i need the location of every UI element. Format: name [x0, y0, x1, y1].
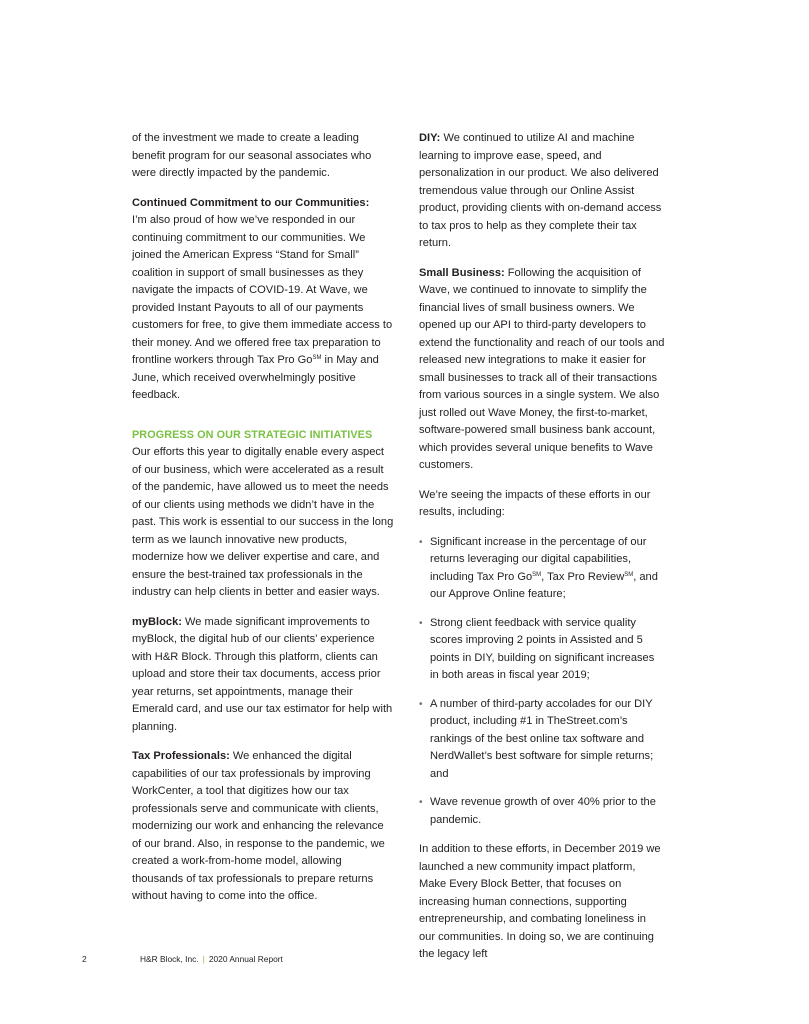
smallbiz-body: Following the acquisition of Wave, we continued to innovate to simplify the financial lives of small business owners. We opened up our API to third-party developers to extend the functionality and reach of our tools and released new integrations to make it easier for small businesses to track all of their transactions from various sources in a single system. We also just rolled out Wave Money, the first-to-market, software-powered small business bank account, which provides several unique benefits to Wave customers.: [419, 266, 665, 471]
bullet-1-a: Significant increase in the percentage of our returns leveraging our digital capabilities, including Tax Pro Go: [430, 535, 647, 583]
diy-paragraph: [419, 130, 665, 253]
diy-title: DIY:: [419, 132, 441, 144]
closing-paragraph: In addition to these efforts, in December 2019 we launched a new community impact platform, Make Every Block Better, that focuses on increasing human connections, supporting entrepreneurship, and combating loneliness in our communities. In doing so, we are continuing the legacy left: [419, 843, 661, 960]
taxpro-paragraph: [132, 748, 394, 906]
diy-body: We continued to utilize AI and machine learning to improve ease, speed, and personalization in our product. We also delivered tremendous value through our Online Assist product, providing clients with on-demand access to tax pros to help as they complete their tax return.: [419, 132, 662, 249]
section-heading-wrap: [132, 427, 394, 445]
section-heading: PROGRESS ON OUR STRATEGIC INITIATIVES: [132, 428, 373, 441]
myblock-title: myBlock:: [132, 615, 182, 628]
page-number: 2: [82, 954, 87, 964]
smallbiz-paragraph: [419, 265, 665, 475]
list-item: [419, 534, 665, 604]
left-column: [132, 130, 394, 918]
bullet-1-c: , and our Approve Online feature;: [430, 570, 658, 600]
bullet-1-b: , Tax Pro Review: [541, 570, 625, 583]
footer-separator: |: [202, 954, 205, 964]
communities-title: Continued Commitment to our Communities:: [132, 196, 370, 209]
myblock-body: We made significant improvements to myBlock, the digital hub of our clients’ experience with H&R Block. Through this platform, clients can upload and store their tax documents, access prior year returns, set appointments, manage their Emerald card, and use our tax estimator for help with planning.: [132, 615, 393, 733]
servicemark: SM: [312, 355, 322, 361]
communities-body-1: I’m also proud of how we’ve responded in our continuing commitment to our communities. We joined the American Express “Stand for Small” coalition in support of small businesses as they navigate the impacts of COVID-19. At Wave, we provided Instant Payouts to all of our payments customers for free, to give them immediate access to their money. And we offered free tax preparation to frontline workers through Tax Pro Go: [132, 214, 393, 366]
smallbiz-title: Small Business:: [419, 266, 505, 279]
communities-body-2: in May and June, which received overwhelmingly positive feedback.: [132, 354, 379, 401]
page-footer: [82, 954, 283, 964]
right-column: [419, 130, 665, 976]
list-item: • Strong client feedback with service quality scores improving 2 points in Assisted and 5 points in DIY, building on significant increases in both areas in fiscal year 2019;: [419, 615, 665, 685]
progress-paragraph: Our efforts this year to digitally enable every aspect of our business, which were accelerated as a result of the pandemic, have allowed us to meet the needs of our clients using methods we didn’t have in the past. This work is essential to our success in the long term as we launch innovative new products, modernize how we deliver expertise and care, and ensure the best-trained tax professionals in the industry can help clients in better and easier ways.: [132, 446, 394, 598]
taxpro-title: Tax Professionals:: [132, 750, 230, 762]
communities-paragraph: [132, 195, 394, 405]
impacts-intro: We’re seeing the impacts of these efforts in our results, including:: [419, 488, 651, 518]
list-item: • Wave revenue growth of over 40% prior to the pandemic.: [419, 794, 665, 829]
footer-report-title: 2020 Annual Report: [208, 954, 283, 964]
impacts-list: [419, 534, 665, 830]
servicemark: SM: [532, 571, 542, 578]
myblock-paragraph: [132, 614, 394, 737]
intro-paragraph: of the investment we made to create a leading benefit program for our seasonal associates who were directly impacted by the pandemic.: [132, 132, 372, 179]
list-item: • A number of third-party accolades for our DIY product, including #1 in TheStreet.com’s rankings of the best online tax software and NerdWallet’s best software for simple returns; and: [419, 696, 665, 784]
taxpro-body: We enhanced the digital capabilities of our tax professionals by improving WorkCenter, a tool that digitizes how our tax professionals serve and communicate with clients, modernizing our work and enhancing the relevance of our brand. Also, in response to the pandemic, we created a work-from-home model, allowing thousands of tax professionals to prepare returns without having to come into the office.: [132, 750, 385, 902]
servicemark: SM: [624, 571, 634, 578]
footer-company: H&R Block, Inc.: [140, 954, 199, 964]
